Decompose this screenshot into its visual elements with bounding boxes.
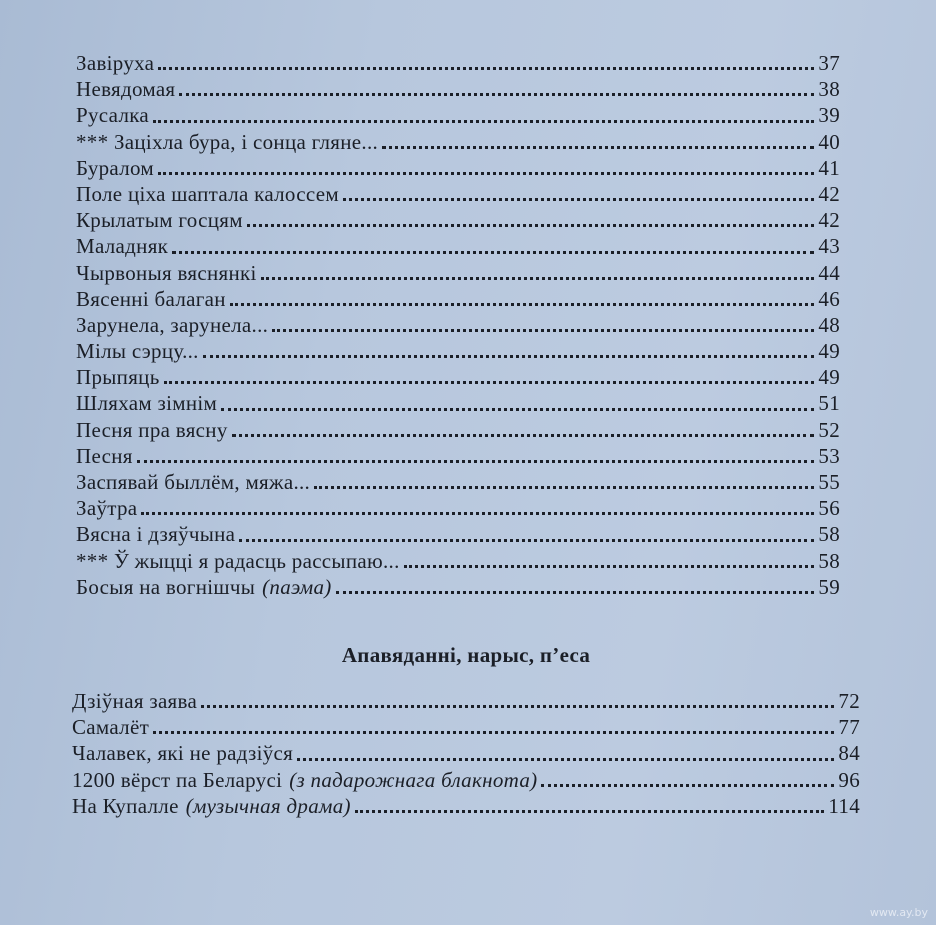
toc-entry-page-number: 96 [838,767,860,792]
dot-leader [230,295,814,306]
toc-entry-page-number: 59 [818,574,840,599]
toc-entry-page-number: 49 [818,365,840,390]
toc-list-prose [72,688,860,819]
toc-entry-title: Завіруха [76,51,155,75]
dot-leader [153,112,814,123]
toc-entry [76,364,840,390]
toc-entry [76,129,840,155]
dot-leader [158,164,814,175]
toc-entry-page-number: 39 [818,103,840,128]
toc-entry [72,793,860,819]
dot-leader [232,426,814,437]
toc-entry-title: Чалавек, які не радзіўся [72,741,294,766]
dot-leader [404,557,814,568]
toc-entry-title: Шляхам зімнім [76,391,218,416]
toc-entry-title: 1200 вёрст па Беларусі [72,767,283,792]
toc-entry-page-number: 58 [818,522,840,547]
dot-leader [153,723,834,734]
toc-entry [76,76,840,102]
toc-entry-title: На Купалле [72,793,179,818]
toc-entry-page-number: 114 [828,793,860,818]
toc-entry-title: *** Ў жыцці я радасць рассыпаю... [76,548,400,573]
dot-leader [297,750,834,761]
section-heading [0,643,936,668]
dot-leader [203,347,814,358]
dot-leader [343,190,814,201]
toc-entry [72,740,860,766]
toc-entry-page-number: 42 [818,181,840,206]
toc-entry-subtitle: (з падарожнага блакнота) [289,767,538,792]
toc-entry-title: Русалка [76,103,150,128]
toc-entry [76,548,840,574]
toc-entry-page-number: 48 [818,312,840,337]
toc-entry [72,714,860,740]
toc-entry-title: Буралом [76,155,155,180]
toc-entry-subtitle: (музычная драма) [185,793,351,818]
toc-entry [76,338,840,364]
toc-entry-page-number: 53 [818,443,840,468]
dot-leader [158,59,814,70]
toc-entry [76,260,840,286]
toc-entry [76,181,840,207]
dot-leader [179,85,814,96]
toc-entry-title: Заўтра [76,496,138,521]
toc-entry-page-number: 77 [838,715,860,740]
dot-leader [355,802,825,813]
toc-entry-title: Вясна і дзяўчына [76,522,236,547]
toc-entry-page-number: 42 [818,208,840,233]
toc-entry-title: Вясенні балаган [76,286,226,311]
toc-entry-page-number: 43 [818,234,840,259]
toc-entry-title: Заспявай быллём, мяжа... [76,470,311,494]
dot-leader [272,321,814,332]
toc-entry [76,521,840,547]
watermark: www.ay.by [869,906,928,919]
dot-leader [382,138,814,149]
dot-leader [141,504,814,515]
toc-entry [76,443,840,469]
toc-entry-page-number: 38 [818,77,840,102]
toc-entry [72,767,860,793]
toc-entry-page-number: 41 [818,155,840,180]
toc-entry [72,688,860,714]
toc-entry-page-number: 52 [818,417,840,442]
dot-leader [336,583,814,594]
toc-entry-page-number: 58 [818,548,840,573]
toc-entry-page-number: 40 [818,129,840,154]
dot-leader [137,452,814,463]
dot-leader [239,531,814,542]
toc-entry [76,102,840,128]
toc-entry-page-number: 72 [838,689,860,713]
toc-entry-page-number: 51 [818,391,840,416]
toc-entry-title: Зарунела, зарунела... [76,312,269,337]
toc-entry-title: Песня [76,443,133,468]
dot-leader [172,243,814,254]
toc-entry [76,207,840,233]
dot-leader [201,697,834,708]
toc-entry [76,417,840,443]
toc-entry-title: Песня пра вясну [76,417,228,442]
toc-entry-title: Маладняк [76,234,169,259]
toc-entry-title: Босыя на вогнішчы [76,574,256,599]
toc-entry-page-number: 46 [818,286,840,311]
toc-entry-page-number: 44 [818,260,840,285]
toc-entry-page-number: 84 [838,741,860,766]
toc-entry [76,312,840,338]
toc-entry [76,50,840,76]
toc-entry [76,574,840,600]
toc-entry [76,469,840,495]
dot-leader [247,216,814,227]
toc-entry-title: *** Заціхла бура, і сонца гляне... [76,129,379,154]
toc-entry-title: Чырвоныя вяснянкі [76,260,257,285]
toc-list-poems [76,50,840,600]
dot-leader [261,269,814,280]
toc-entry-title: Поле ціха шаптала калоссем [76,181,339,206]
toc-entry-title: Крылатым госцям [76,208,243,233]
toc-entry-title: Самалёт [72,715,150,740]
toc-entry-title: Невядомая [76,77,176,102]
toc-entry-title: Прыпяць [76,365,160,390]
toc-entry [76,495,840,521]
toc-entry [76,233,840,259]
toc-entry [76,155,840,181]
dot-leader [314,478,814,489]
toc-entry-title: Мілы сэрцу... [76,339,199,364]
dot-leader [541,776,834,787]
dot-leader [221,400,814,411]
toc-entry [76,286,840,312]
toc-entry-page-number: 37 [818,51,840,75]
toc-entry-page-number: 55 [818,470,840,494]
toc-entry-page-number: 56 [818,496,840,521]
toc-entry-title: Дзіўная заява [72,689,198,713]
toc-entry-subtitle: (паэма) [262,574,332,599]
section-heading-text: Апавяданні, нарыс, п’еса [341,643,591,667]
toc-entry [76,390,840,416]
toc-entry-page-number: 49 [818,339,840,364]
dot-leader [164,373,814,384]
